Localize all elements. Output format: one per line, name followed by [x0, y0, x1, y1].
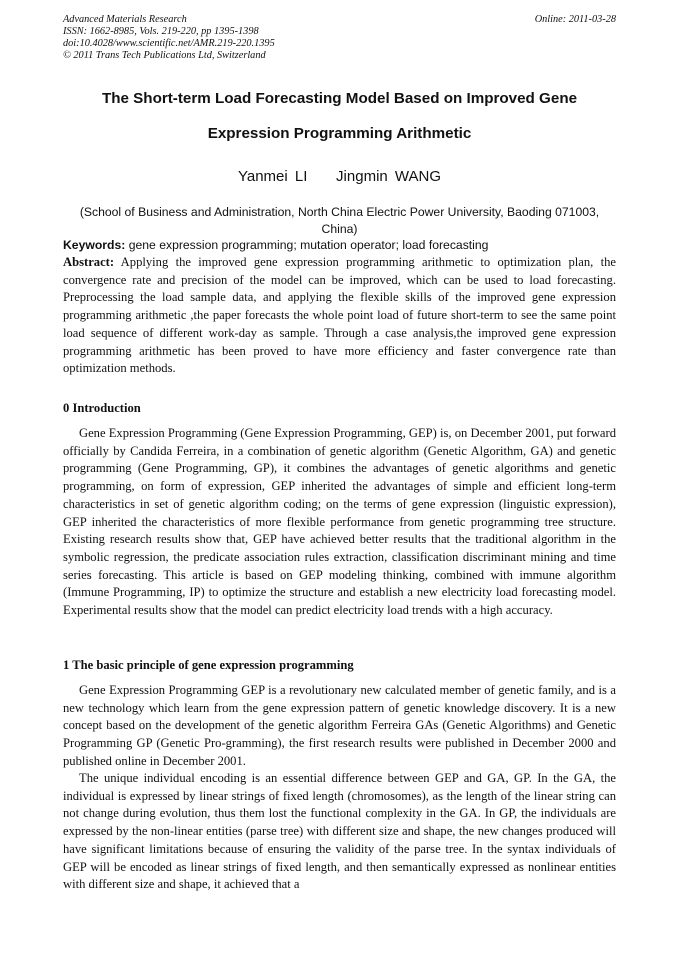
- keywords-text: gene expression programming; mutation operator; load forecasting: [125, 238, 489, 252]
- abstract: [63, 254, 616, 378]
- keywords: [63, 237, 616, 253]
- abstract-label: Abstract:: [63, 255, 115, 269]
- copyright-line: © 2011 Trans Tech Publications Ltd, Switzerland: [63, 50, 266, 61]
- paragraph: Gene Expression Programming (Gene Expression Programming, GEP) is, on December 2001, put forward officially by Candida Ferreira, in a combination of genetic algorithm (Genetic Algorithm, GA) and genetic programming (Gene Programming, GP), it combines the advantages of genetic algorithms and genetic programming, on form of expression, GEP inherited the advantages of simple and efficient long-term characteristics in set of genetic algorithm coding; on the terms of gene expression (linguistic expression), GEP inherited the characteristics of more flexible performance from genetic programming tree structure. Existing research results show that, GEP have achieved better results that the traditional algorithm in the symbolic regression, the predicate association rules extraction, classification discriminant mining and time series forecasting. This article is based on GEP modeling thinking, combined with immune algorithm (Immune Programming, IP) to optimize the structure and establish a new electricity load forecasting model. Experimental results show that the model can predict electricity load trends with a high accuracy.: [63, 426, 616, 618]
- section-body-basic-principle-2: [63, 770, 616, 894]
- paper-title-line-2: Expression Programming Arithmetic: [207, 125, 472, 142]
- issn-line: ISSN: 1662-8985, Vols. 219-220, pp 1395-1398: [63, 26, 259, 37]
- journal-header: [63, 14, 616, 62]
- section-heading-basic-principle: 1 The basic principle of gene expression programming: [63, 658, 354, 672]
- online-date: Online: 2011-03-28: [534, 14, 616, 25]
- section-body-introduction: [63, 425, 616, 620]
- keywords-label: Keywords:: [63, 238, 126, 252]
- paper-title-line-1: The Short-term Load Forecasting Model Based on Improved Gene: [101, 90, 578, 107]
- affiliation: (School of Business and Administration, North China Electric Power University, Baoding 071003, China): [79, 205, 600, 236]
- journal-name: Advanced Materials Research: [63, 14, 187, 25]
- authors: Yanmei LI Jingmin WANG: [237, 168, 442, 185]
- paragraph: The unique individual encoding is an essential difference between GEP and GA, GP. In the GA, the individual is expressed by linear strings of fixed length (chromosomes), as the length of the linear string can not change during evolution, thus them lost the functional complexity in the GA. In GP, the individuals are expressed by the non-linear entities (parse tree) with different size and shape, the new changes produced will have significant limitations because of ensuring the validity of the parse tree. In the syntax individuals of GEP will be encoded as linear strings of fixed length, and then semantically expressed as nonlinear entities with different size and shape, it achieved that a: [63, 771, 616, 892]
- section-body-basic-principle-1: [63, 682, 616, 771]
- paragraph: Gene Expression Programming GEP is a revolutionary new calculated member of genetic family, and is a new technology which learn from the gene expression pattern of genetic knowledge discovery. It is a new concept based on the development of the genetic algorithm Ferreira GAs (Genetic Algorithms) and Genetic Programming GP (Genetic Pro-gramming), the first research results were published in December 2000 and published online in December 2001.: [63, 683, 616, 768]
- abstract-text: Applying the improved gene expression programming arithmetic to optimization plan, the convergence rate and precision of the model can be improved, which can be used to load forecasting. Preprocessing the load sample data, and applying the flexible skills of the improved gene expression programming arithmetic ,the paper forecasts the whole point load of future short-term to see the same point load sequence of different work-day as sample. Through a case analysis,the improved gene expression programming arithmetic has been proved to have more efficiency and faster convergence rate than optimization methods.: [63, 255, 616, 376]
- doi-line: doi:10.4028/www.scientific.net/AMR.219-220.1395: [63, 38, 275, 49]
- section-heading-introduction: 0 Introduction: [63, 401, 141, 415]
- journal-info: [63, 14, 616, 62]
